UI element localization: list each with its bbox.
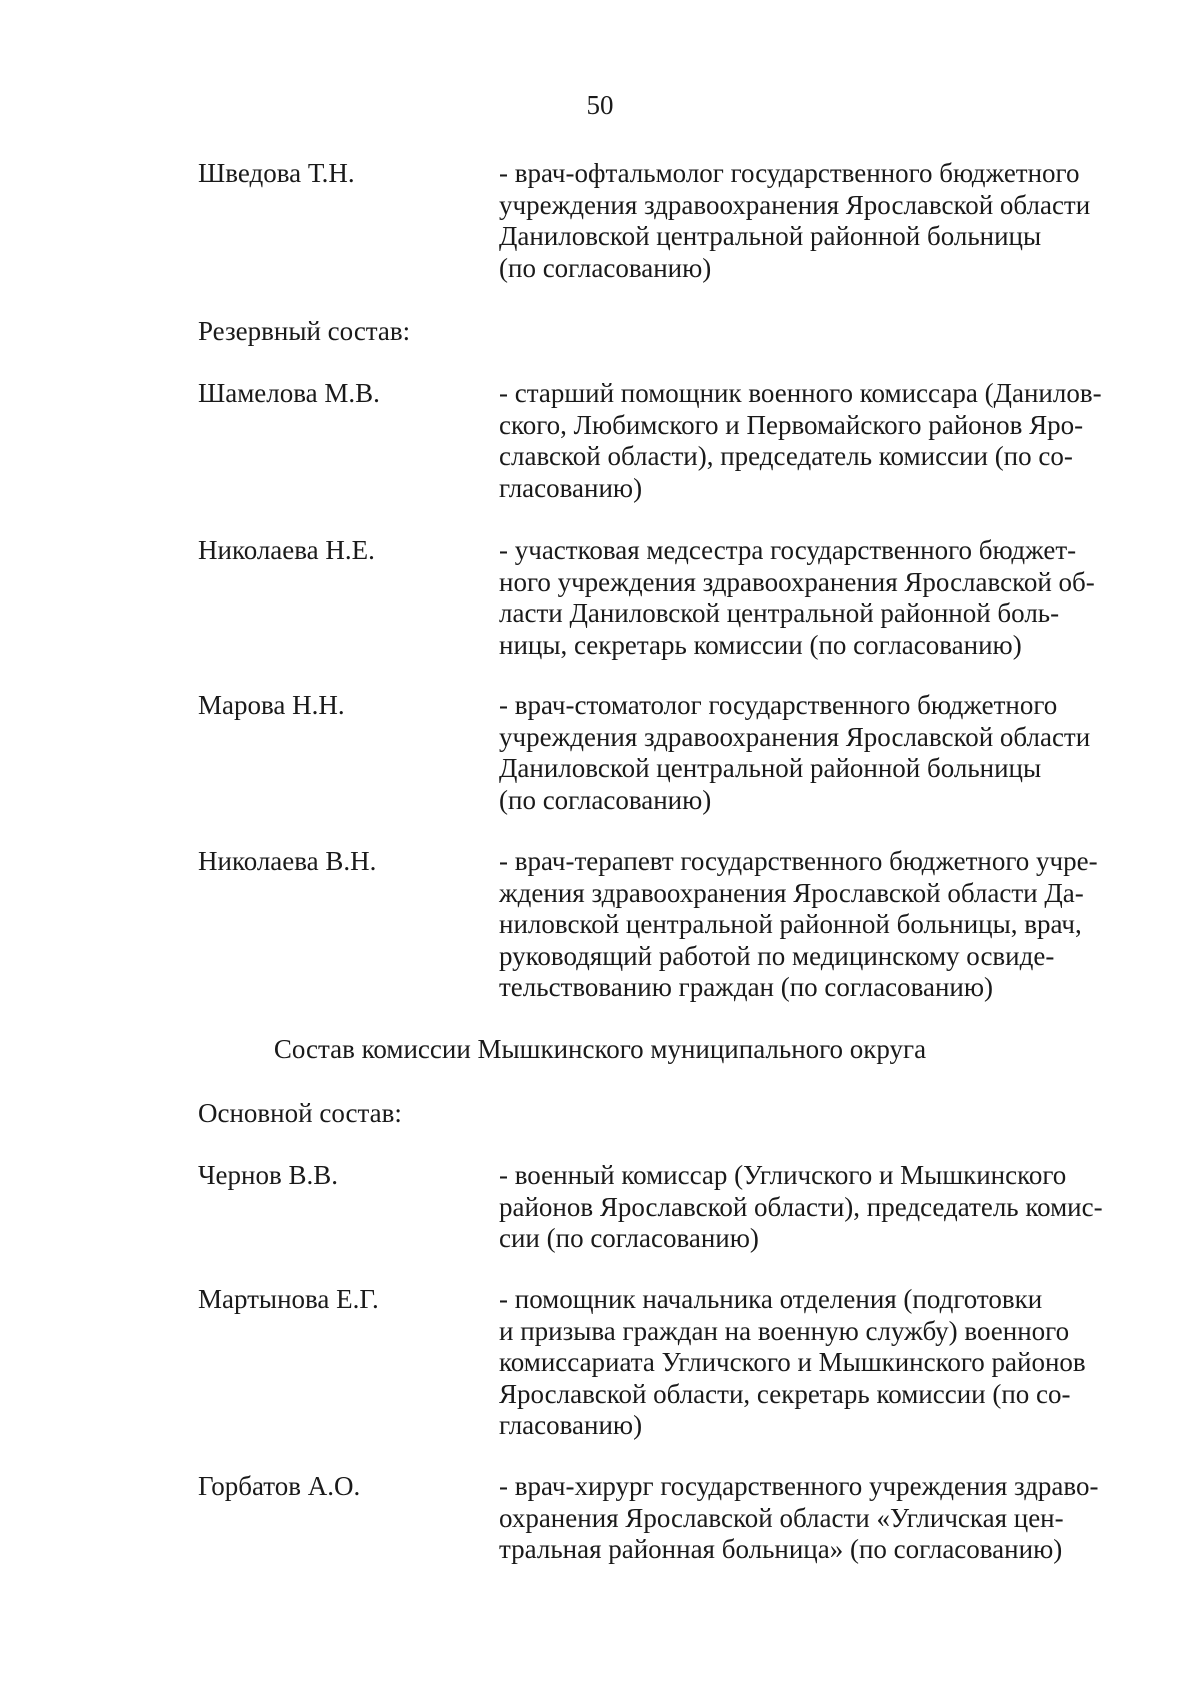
description-line: ницы, секретарь комиссии (по согласованию) bbox=[499, 629, 1022, 660]
description-line: - врач-хирург государственного учреждения здраво- bbox=[499, 1471, 1099, 1501]
description-line: - врач-стоматолог государственного бюджетного bbox=[499, 690, 1058, 720]
member-description bbox=[499, 1160, 1121, 1255]
member-description bbox=[499, 690, 1121, 816]
member-name: Шведова Т.Н. bbox=[198, 158, 355, 188]
description-line: ного учреждения здравоохранения Ярославской об- bbox=[499, 566, 1095, 597]
description-line: - врач-офтальмолог государственного бюджетного bbox=[499, 158, 1080, 188]
description-line: руководящий работой по медицинскому освиде- bbox=[499, 940, 1055, 971]
description-line: охранения Ярославской области «Угличская цен- bbox=[499, 1502, 1064, 1533]
description-line: (по согласованию) bbox=[499, 252, 712, 283]
member-description bbox=[499, 158, 1121, 284]
member-description bbox=[499, 535, 1121, 661]
reserve-composition-label: Резервный состав: bbox=[198, 316, 411, 346]
member-name: Горбатов А.О. bbox=[198, 1471, 361, 1501]
description-line: славской области), председатель комиссии (по со- bbox=[499, 441, 1073, 471]
description-line: - помощник начальника отделения (подготовки bbox=[499, 1284, 1043, 1314]
description-line: и призыва граждан на военную службу) военного bbox=[499, 1315, 1070, 1346]
page-number: 50 bbox=[586, 90, 614, 120]
description-line: - военный комиссар (Угличского и Мышкинского bbox=[499, 1160, 1067, 1190]
member-name: Чернов В.В. bbox=[198, 1160, 338, 1190]
description-line: Ярославской области, секретарь комиссии (по со- bbox=[499, 1378, 1071, 1409]
description-line: гласованию) bbox=[499, 1410, 643, 1440]
description-line: Даниловской центральной районной больницы bbox=[499, 221, 1042, 251]
member-description bbox=[499, 846, 1121, 1004]
description-line: ского, Любимского и Первомайского районов Яро- bbox=[499, 409, 1084, 440]
description-line: учреждения здравоохранения Ярославской области bbox=[499, 189, 1091, 220]
main-composition-label: Основной состав: bbox=[198, 1098, 402, 1128]
member-description bbox=[499, 1284, 1121, 1442]
description-line: ласти Даниловской центральной районной боль- bbox=[499, 598, 1060, 628]
description-line: - врач-терапевт государственного бюджетного учре- bbox=[499, 846, 1098, 876]
description-line: учреждения здравоохранения Ярославской области bbox=[499, 721, 1091, 752]
description-line: ниловской центральной районной больницы, врач, bbox=[499, 909, 1082, 939]
member-name: Мартынова Е.Г. bbox=[198, 1284, 379, 1314]
member-description bbox=[499, 378, 1121, 504]
description-line: ждения здравоохранения Ярославской области Да- bbox=[499, 877, 1084, 908]
description-line: тельствованию граждан (по согласованию) bbox=[499, 972, 994, 1002]
section-heading: Состав комиссии Мышкинского муниципального округа bbox=[273, 1034, 927, 1064]
description-line: - участковая медсестра государственного бюджет- bbox=[499, 535, 1077, 565]
description-line: Даниловской центральной районной больницы bbox=[499, 753, 1042, 783]
description-line: гласованию) bbox=[499, 472, 643, 503]
member-name: Шамелова М.В. bbox=[198, 378, 380, 408]
member-name: Марова Н.Н. bbox=[198, 690, 345, 720]
description-line: районов Ярославской области), председатель комис- bbox=[499, 1191, 1103, 1222]
member-name: Николаева Н.Е. bbox=[198, 535, 375, 565]
description-line: комиссариата Угличского и Мышкинского районов bbox=[499, 1347, 1086, 1377]
description-line: (по согласованию) bbox=[499, 784, 712, 815]
member-description bbox=[499, 1471, 1121, 1566]
member-name: Николаева В.Н. bbox=[198, 846, 377, 876]
description-line: - старший помощник военного комиссара (Данилов- bbox=[499, 378, 1102, 408]
description-line: тральная районная больница» (по согласованию) bbox=[499, 1534, 1063, 1564]
description-line: сии (по согласованию) bbox=[499, 1223, 759, 1253]
